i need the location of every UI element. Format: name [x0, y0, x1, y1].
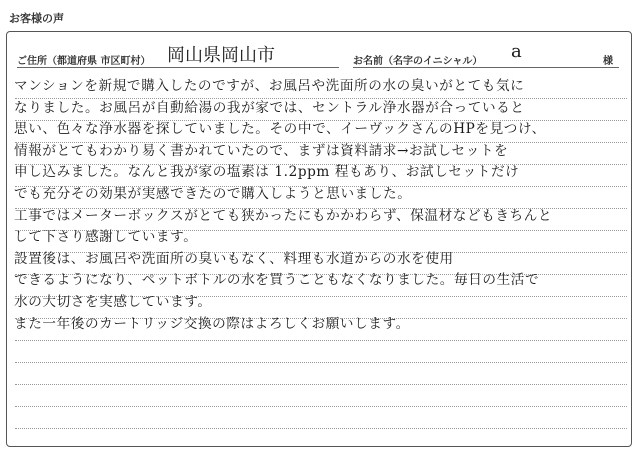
- comment-line: 設置後は、お風呂や洗面所の臭いもなく、料理も水道からの水を使用: [14, 250, 454, 267]
- comment-line: 水の大切さを実感しています。: [14, 293, 212, 310]
- ruled-line: [15, 406, 627, 407]
- name-label: お名前（名字のイニシャル）: [353, 56, 483, 67]
- comment-line: なりました。お風呂が自動給湯の我が家では、セントラル浄水器が合っていると: [14, 99, 525, 116]
- comment-line: できるようになり、ペットボトルの水を買うこともなくなりました。毎日の生活で: [14, 272, 540, 289]
- comment-line: 申し込みました。なんと我が家の塩素は 1.2ppm 程もあり、お試しセットだけ: [14, 164, 520, 181]
- ruled-line: [15, 428, 627, 429]
- form-title: お客様の声: [9, 12, 64, 25]
- comment-line: 思い、色々な浄水器を探していました。その中で、イーヴックさんのHPを見つけ、: [14, 121, 546, 138]
- name-underline: [353, 67, 619, 68]
- address-underline: [17, 67, 339, 68]
- ruled-line: [15, 340, 627, 341]
- handwritten-comment: [14, 76, 622, 335]
- comment-line: でも充分その効果が実感できたので購入しようと思いました。: [14, 185, 412, 202]
- comment-line: 工事ではメーターボックスがとても狭かったにもかかわらず、保温材などもきちんと: [14, 207, 553, 224]
- comment-line: マンションを新規で購入したのですが、お風呂や洗面所の水の臭いがとても気に: [14, 78, 525, 94]
- comment-line: また一年後のカートリッジ交換の際はよろしくお願いします。: [14, 315, 410, 332]
- name-value: a: [511, 41, 522, 62]
- ruled-line: [15, 362, 627, 363]
- comment-line: して下さり感謝しています。: [14, 229, 198, 246]
- address-label: ご住所（都道府県 市区町村）: [17, 56, 151, 67]
- address-value: 岡山県岡山市: [167, 45, 275, 66]
- honorific-label: 様: [603, 56, 613, 67]
- ruled-line: [15, 384, 627, 385]
- comment-line: 情報がとてもわかり易く書かれていたので、まずは資料請求→お試しセットを: [14, 142, 509, 159]
